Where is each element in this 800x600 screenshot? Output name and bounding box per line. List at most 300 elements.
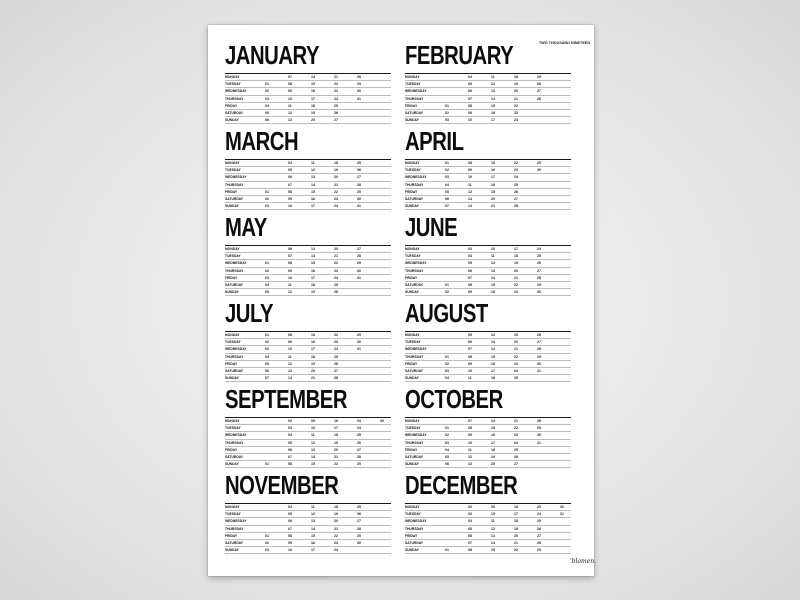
date-cell: 01 xyxy=(445,282,449,287)
date-cell: 11 xyxy=(491,254,495,259)
day-label: SATURDAY xyxy=(225,110,244,115)
day-label: THURSDAY xyxy=(405,440,424,445)
day-row xyxy=(225,73,391,81)
date-cell: 23 xyxy=(334,89,338,94)
day-label: SATURDAY xyxy=(405,196,424,201)
date-cell: 12 xyxy=(311,512,315,517)
date-cell: 23 xyxy=(334,268,338,273)
date-cell: 26 xyxy=(357,512,361,517)
date-cell: 07 xyxy=(288,254,292,259)
date-cell: 23 xyxy=(537,505,541,509)
date-cell: 19 xyxy=(334,512,338,517)
day-label: TUESDAY xyxy=(225,340,241,345)
day-label: MONDAY xyxy=(405,333,420,337)
date-cell: 04 xyxy=(288,161,292,165)
date-cell: 20 xyxy=(311,118,315,123)
date-cell: 04 xyxy=(288,505,292,509)
day-row xyxy=(225,375,391,382)
date-cell: 16 xyxy=(491,110,495,115)
day-row xyxy=(225,81,391,88)
date-cell: 08 xyxy=(288,533,292,538)
date-cell: 22 xyxy=(514,426,518,431)
month-title: MAY xyxy=(225,212,267,242)
day-row xyxy=(405,81,571,88)
date-cell: 03 xyxy=(265,347,269,352)
date-cell: 16 xyxy=(491,168,495,173)
date-cell: 02 xyxy=(265,268,269,273)
date-cell: 02 xyxy=(265,540,269,545)
date-cell: 08 xyxy=(468,548,472,553)
date-cell: 11 xyxy=(491,519,495,524)
date-cell: 15 xyxy=(311,462,315,467)
date-cell: 01 xyxy=(445,103,449,108)
day-label: SATURDAY xyxy=(405,110,424,115)
date-cell: 14 xyxy=(311,182,315,187)
date-cell: 27 xyxy=(514,196,518,201)
date-cell: 19 xyxy=(311,110,315,115)
date-cell: 18 xyxy=(311,282,315,287)
date-cell: 11 xyxy=(468,182,472,187)
month-title: AUGUST xyxy=(405,298,488,328)
date-cell: 15 xyxy=(491,282,495,287)
day-row xyxy=(405,174,571,181)
date-cell: 29 xyxy=(357,533,361,538)
day-label: THURSDAY xyxy=(405,526,424,531)
date-cell: 24 xyxy=(334,96,338,101)
date-cell: 02 xyxy=(445,110,449,115)
date-cell: 24 xyxy=(357,426,361,431)
day-row xyxy=(405,454,571,461)
date-cell: 25 xyxy=(334,282,338,287)
date-cell: 07 xyxy=(445,204,449,209)
date-cell: 26 xyxy=(537,526,541,531)
date-cell: 24 xyxy=(334,347,338,352)
date-cell: 11 xyxy=(491,75,495,79)
date-cell: 05 xyxy=(468,333,472,337)
date-cell: 05 xyxy=(265,361,269,366)
day-row xyxy=(225,182,391,189)
date-cell: 18 xyxy=(311,354,315,359)
day-row xyxy=(405,518,571,525)
date-cell: 27 xyxy=(357,519,361,524)
date-cell: 30 xyxy=(560,505,564,509)
date-cell: 07 xyxy=(468,275,472,280)
day-row xyxy=(405,503,571,511)
day-row xyxy=(225,96,391,103)
date-cell: 14 xyxy=(491,275,495,280)
day-label: WEDNESDAY xyxy=(405,89,427,94)
date-cell: 21 xyxy=(334,254,338,259)
date-cell: 05 xyxy=(288,440,292,445)
day-row xyxy=(405,253,571,260)
month-september xyxy=(225,386,401,466)
date-cell: 26 xyxy=(514,454,518,459)
day-row xyxy=(405,540,571,547)
date-cell: 30 xyxy=(537,433,541,438)
day-row xyxy=(405,103,571,110)
day-label: WEDNESDAY xyxy=(405,261,427,266)
date-cell: 14 xyxy=(311,526,315,531)
date-cell: 02 xyxy=(468,505,472,509)
date-cell: 14 xyxy=(491,540,495,545)
brand-signature: 'blomen. xyxy=(570,558,597,565)
day-label: SUNDAY xyxy=(225,548,239,553)
date-cell: 22 xyxy=(514,103,518,108)
date-cell: 12 xyxy=(491,82,495,87)
day-row xyxy=(405,117,571,124)
date-cell: 19 xyxy=(514,526,518,531)
date-cell: 01 xyxy=(445,426,449,431)
date-cell: 22 xyxy=(514,161,518,165)
date-cell: 15 xyxy=(491,354,495,359)
date-cell: 19 xyxy=(491,189,495,194)
day-label: MONDAY xyxy=(405,247,420,251)
date-cell: 14 xyxy=(311,254,315,259)
day-row xyxy=(405,526,571,533)
day-label: FRIDAY xyxy=(405,275,418,280)
day-label: FRIDAY xyxy=(225,533,238,538)
date-cell: 08 xyxy=(468,354,472,359)
date-cell: 22 xyxy=(334,533,338,538)
day-row xyxy=(405,196,571,203)
date-cell: 28 xyxy=(537,347,541,352)
date-cell: 17 xyxy=(491,368,495,373)
date-cell: 15 xyxy=(311,533,315,538)
date-cell: 06 xyxy=(468,533,472,538)
date-cell: 13 xyxy=(468,462,472,467)
date-cell: 28 xyxy=(537,419,541,423)
date-cell: 17 xyxy=(491,118,495,123)
date-cell: 13 xyxy=(311,447,315,452)
month-day-table xyxy=(405,245,571,296)
date-cell: 09 xyxy=(288,196,292,201)
date-cell: 11 xyxy=(288,354,292,359)
day-label: TUESDAY xyxy=(405,340,421,345)
date-cell: 18 xyxy=(334,161,338,165)
date-cell: 08 xyxy=(288,333,292,337)
date-cell: 07 xyxy=(468,540,472,545)
date-cell: 08 xyxy=(288,82,292,87)
day-label: FRIDAY xyxy=(225,189,238,194)
day-row xyxy=(405,203,571,210)
day-row xyxy=(405,289,571,296)
date-cell: 14 xyxy=(468,204,472,209)
day-label: THURSDAY xyxy=(225,96,244,101)
day-label: THURSDAY xyxy=(225,354,244,359)
date-cell: 10 xyxy=(468,368,472,373)
date-cell: 21 xyxy=(514,275,518,280)
month-march xyxy=(225,128,401,208)
date-cell: 11 xyxy=(468,376,472,381)
date-cell: 06 xyxy=(445,462,449,467)
date-cell: 01 xyxy=(445,354,449,359)
day-row xyxy=(405,88,571,95)
day-row xyxy=(225,189,391,196)
date-cell: 03 xyxy=(468,247,472,251)
date-cell: 12 xyxy=(288,110,292,115)
day-row xyxy=(405,159,571,167)
date-cell: 25 xyxy=(514,376,518,381)
date-cell: 28 xyxy=(357,75,361,79)
date-cell: 08 xyxy=(468,426,472,431)
day-label: SUNDAY xyxy=(405,376,419,381)
date-cell: 16 xyxy=(311,540,315,545)
day-row xyxy=(405,282,571,289)
date-cell: 07 xyxy=(468,96,472,101)
date-cell: 07 xyxy=(288,182,292,187)
day-label: TUESDAY xyxy=(225,426,241,431)
day-label: FRIDAY xyxy=(225,361,238,366)
date-cell: 18 xyxy=(514,519,518,524)
date-cell: 10 xyxy=(288,548,292,553)
date-cell: 11 xyxy=(288,103,292,108)
day-row xyxy=(225,268,391,275)
date-cell: 25 xyxy=(334,354,338,359)
day-row xyxy=(405,440,571,447)
date-cell: 15 xyxy=(311,189,315,194)
date-cell: 01 xyxy=(265,189,269,194)
date-cell: 23 xyxy=(357,419,361,423)
date-cell: 27 xyxy=(357,247,361,251)
date-cell: 24 xyxy=(514,175,518,180)
date-cell: 20 xyxy=(514,340,518,345)
date-cell: 08 xyxy=(288,189,292,194)
day-label: WEDNESDAY xyxy=(225,175,247,180)
date-cell: 16 xyxy=(491,361,495,366)
day-row xyxy=(405,73,571,81)
date-cell: 12 xyxy=(288,361,292,366)
date-cell: 26 xyxy=(514,189,518,194)
date-cell: 11 xyxy=(311,505,315,509)
day-row xyxy=(225,440,391,447)
day-label: TUESDAY xyxy=(225,512,241,517)
date-cell: 08 xyxy=(468,282,472,287)
date-cell: 19 xyxy=(514,333,518,337)
day-label: MONDAY xyxy=(405,161,420,165)
day-row xyxy=(225,174,391,181)
date-cell: 24 xyxy=(514,440,518,445)
date-cell: 26 xyxy=(537,82,541,87)
day-row xyxy=(225,354,391,361)
day-label: MONDAY xyxy=(405,419,420,423)
date-cell: 04 xyxy=(468,254,472,259)
date-cell: 09 xyxy=(288,540,292,545)
date-cell: 10 xyxy=(288,204,292,209)
date-cell: 09 xyxy=(468,110,472,115)
date-cell: 03 xyxy=(468,512,472,517)
day-label: TUESDAY xyxy=(405,82,421,87)
date-cell: 17 xyxy=(311,548,315,553)
date-cell: 26 xyxy=(357,440,361,445)
day-label: WEDNESDAY xyxy=(405,433,427,438)
date-cell: 06 xyxy=(288,519,292,524)
month-day-table xyxy=(225,159,391,210)
date-cell: 03 xyxy=(265,548,269,553)
day-label: MONDAY xyxy=(405,75,420,79)
date-cell: 24 xyxy=(334,275,338,280)
date-cell: 16 xyxy=(334,419,338,423)
date-cell: 28 xyxy=(537,96,541,101)
month-december xyxy=(405,472,581,552)
day-label: TUESDAY xyxy=(225,254,241,259)
date-cell: 29 xyxy=(537,548,541,553)
date-cell: 27 xyxy=(334,368,338,373)
date-cell: 05 xyxy=(445,454,449,459)
day-label: MONDAY xyxy=(225,161,240,165)
day-label: SATURDAY xyxy=(225,282,244,287)
date-cell: 21 xyxy=(514,347,518,352)
day-label: SUNDAY xyxy=(225,462,239,467)
date-cell: 04 xyxy=(445,447,449,452)
day-row xyxy=(405,461,571,468)
date-cell: 16 xyxy=(311,196,315,201)
day-row xyxy=(225,432,391,439)
day-label: FRIDAY xyxy=(405,189,418,194)
date-cell: 21 xyxy=(334,454,338,459)
month-november xyxy=(225,472,401,552)
date-cell: 12 xyxy=(468,454,472,459)
date-cell: 20 xyxy=(514,89,518,94)
date-cell: 29 xyxy=(537,282,541,287)
date-cell: 02 xyxy=(445,168,449,173)
day-label: SATURDAY xyxy=(405,282,424,287)
day-row xyxy=(225,518,391,525)
day-label: WEDNESDAY xyxy=(225,433,247,438)
day-label: WEDNESDAY xyxy=(225,261,247,266)
day-row xyxy=(405,354,571,361)
date-cell: 23 xyxy=(514,290,518,295)
day-label: SUNDAY xyxy=(225,376,239,381)
date-cell: 06 xyxy=(445,196,449,201)
date-cell: 15 xyxy=(311,261,315,266)
day-row xyxy=(405,533,571,540)
poster-subtitle: TWO THOUSAND NINETEEN xyxy=(539,41,591,45)
day-label: FRIDAY xyxy=(405,103,418,108)
date-cell: 04 xyxy=(288,433,292,438)
date-cell: 20 xyxy=(311,368,315,373)
date-cell: 30 xyxy=(357,340,361,345)
day-label: TUESDAY xyxy=(405,254,421,259)
date-cell: 21 xyxy=(514,419,518,423)
day-row xyxy=(405,268,571,275)
date-cell: 06 xyxy=(468,340,472,345)
date-cell: 04 xyxy=(265,103,269,108)
month-october xyxy=(405,386,581,466)
date-cell: 15 xyxy=(491,426,495,431)
date-cell: 25 xyxy=(357,433,361,438)
date-cell: 03 xyxy=(445,118,449,123)
day-row xyxy=(225,461,391,468)
date-cell: 11 xyxy=(288,282,292,287)
date-cell: 13 xyxy=(288,118,292,123)
date-cell: 24 xyxy=(334,204,338,209)
date-cell: 31 xyxy=(537,440,541,445)
date-cell: 07 xyxy=(468,347,472,352)
date-cell: 03 xyxy=(445,368,449,373)
month-day-table xyxy=(405,331,571,382)
day-label: SATURDAY xyxy=(225,196,244,201)
date-cell: 20 xyxy=(491,462,495,467)
date-cell: 03 xyxy=(265,96,269,101)
date-cell: 14 xyxy=(491,347,495,352)
date-cell: 05 xyxy=(468,82,472,87)
date-cell: 15 xyxy=(491,161,495,165)
date-cell: 23 xyxy=(514,361,518,366)
day-row xyxy=(225,547,391,554)
date-cell: 25 xyxy=(514,182,518,187)
date-cell: 21 xyxy=(514,540,518,545)
day-row xyxy=(405,167,571,174)
date-cell: 20 xyxy=(514,533,518,538)
date-cell: 22 xyxy=(334,261,338,266)
date-cell: 27 xyxy=(334,118,338,123)
date-cell: 27 xyxy=(357,175,361,180)
date-cell: 13 xyxy=(311,175,315,180)
date-cell: 09 xyxy=(288,268,292,273)
date-cell: 26 xyxy=(537,333,541,337)
date-cell: 20 xyxy=(514,268,518,273)
date-cell: 25 xyxy=(514,447,518,452)
day-label: MONDAY xyxy=(405,505,420,509)
day-label: WEDNESDAY xyxy=(405,519,427,524)
date-cell: 19 xyxy=(334,440,338,445)
date-cell: 17 xyxy=(491,440,495,445)
date-cell: 30 xyxy=(380,419,384,423)
day-row xyxy=(225,282,391,289)
date-cell: 05 xyxy=(288,512,292,517)
date-cell: 25 xyxy=(357,161,361,165)
day-label: THURSDAY xyxy=(225,182,244,187)
date-cell: 22 xyxy=(514,548,518,553)
day-row xyxy=(225,103,391,110)
date-cell: 26 xyxy=(334,361,338,366)
date-cell: 18 xyxy=(334,505,338,509)
day-label: TUESDAY xyxy=(225,168,241,173)
day-label: SATURDAY xyxy=(225,368,244,373)
day-row xyxy=(225,511,391,518)
day-label: SUNDAY xyxy=(405,290,419,295)
date-cell: 21 xyxy=(334,182,338,187)
date-cell: 17 xyxy=(311,347,315,352)
date-cell: 28 xyxy=(514,204,518,209)
date-cell: 05 xyxy=(265,110,269,115)
date-cell: 28 xyxy=(357,526,361,531)
date-cell: 27 xyxy=(537,340,541,345)
month-day-table xyxy=(225,331,391,382)
day-row xyxy=(225,110,391,117)
day-row xyxy=(225,339,391,346)
day-label: SUNDAY xyxy=(225,290,239,295)
month-day-table xyxy=(225,503,391,554)
date-cell: 19 xyxy=(514,82,518,87)
date-cell: 13 xyxy=(468,196,472,201)
day-label: SUNDAY xyxy=(405,462,419,467)
date-cell: 28 xyxy=(357,454,361,459)
date-cell: 07 xyxy=(265,376,269,381)
date-cell: 10 xyxy=(468,118,472,123)
date-cell: 17 xyxy=(514,512,518,517)
date-cell: 02 xyxy=(445,290,449,295)
date-cell: 12 xyxy=(288,290,292,295)
date-cell: 10 xyxy=(491,247,495,251)
day-label: SATURDAY xyxy=(225,454,244,459)
date-cell: 31 xyxy=(357,96,361,101)
date-cell: 15 xyxy=(491,548,495,553)
day-label: SATURDAY xyxy=(405,368,424,373)
day-label: FRIDAY xyxy=(405,361,418,366)
date-cell: 06 xyxy=(468,89,472,94)
date-cell: 22 xyxy=(334,189,338,194)
